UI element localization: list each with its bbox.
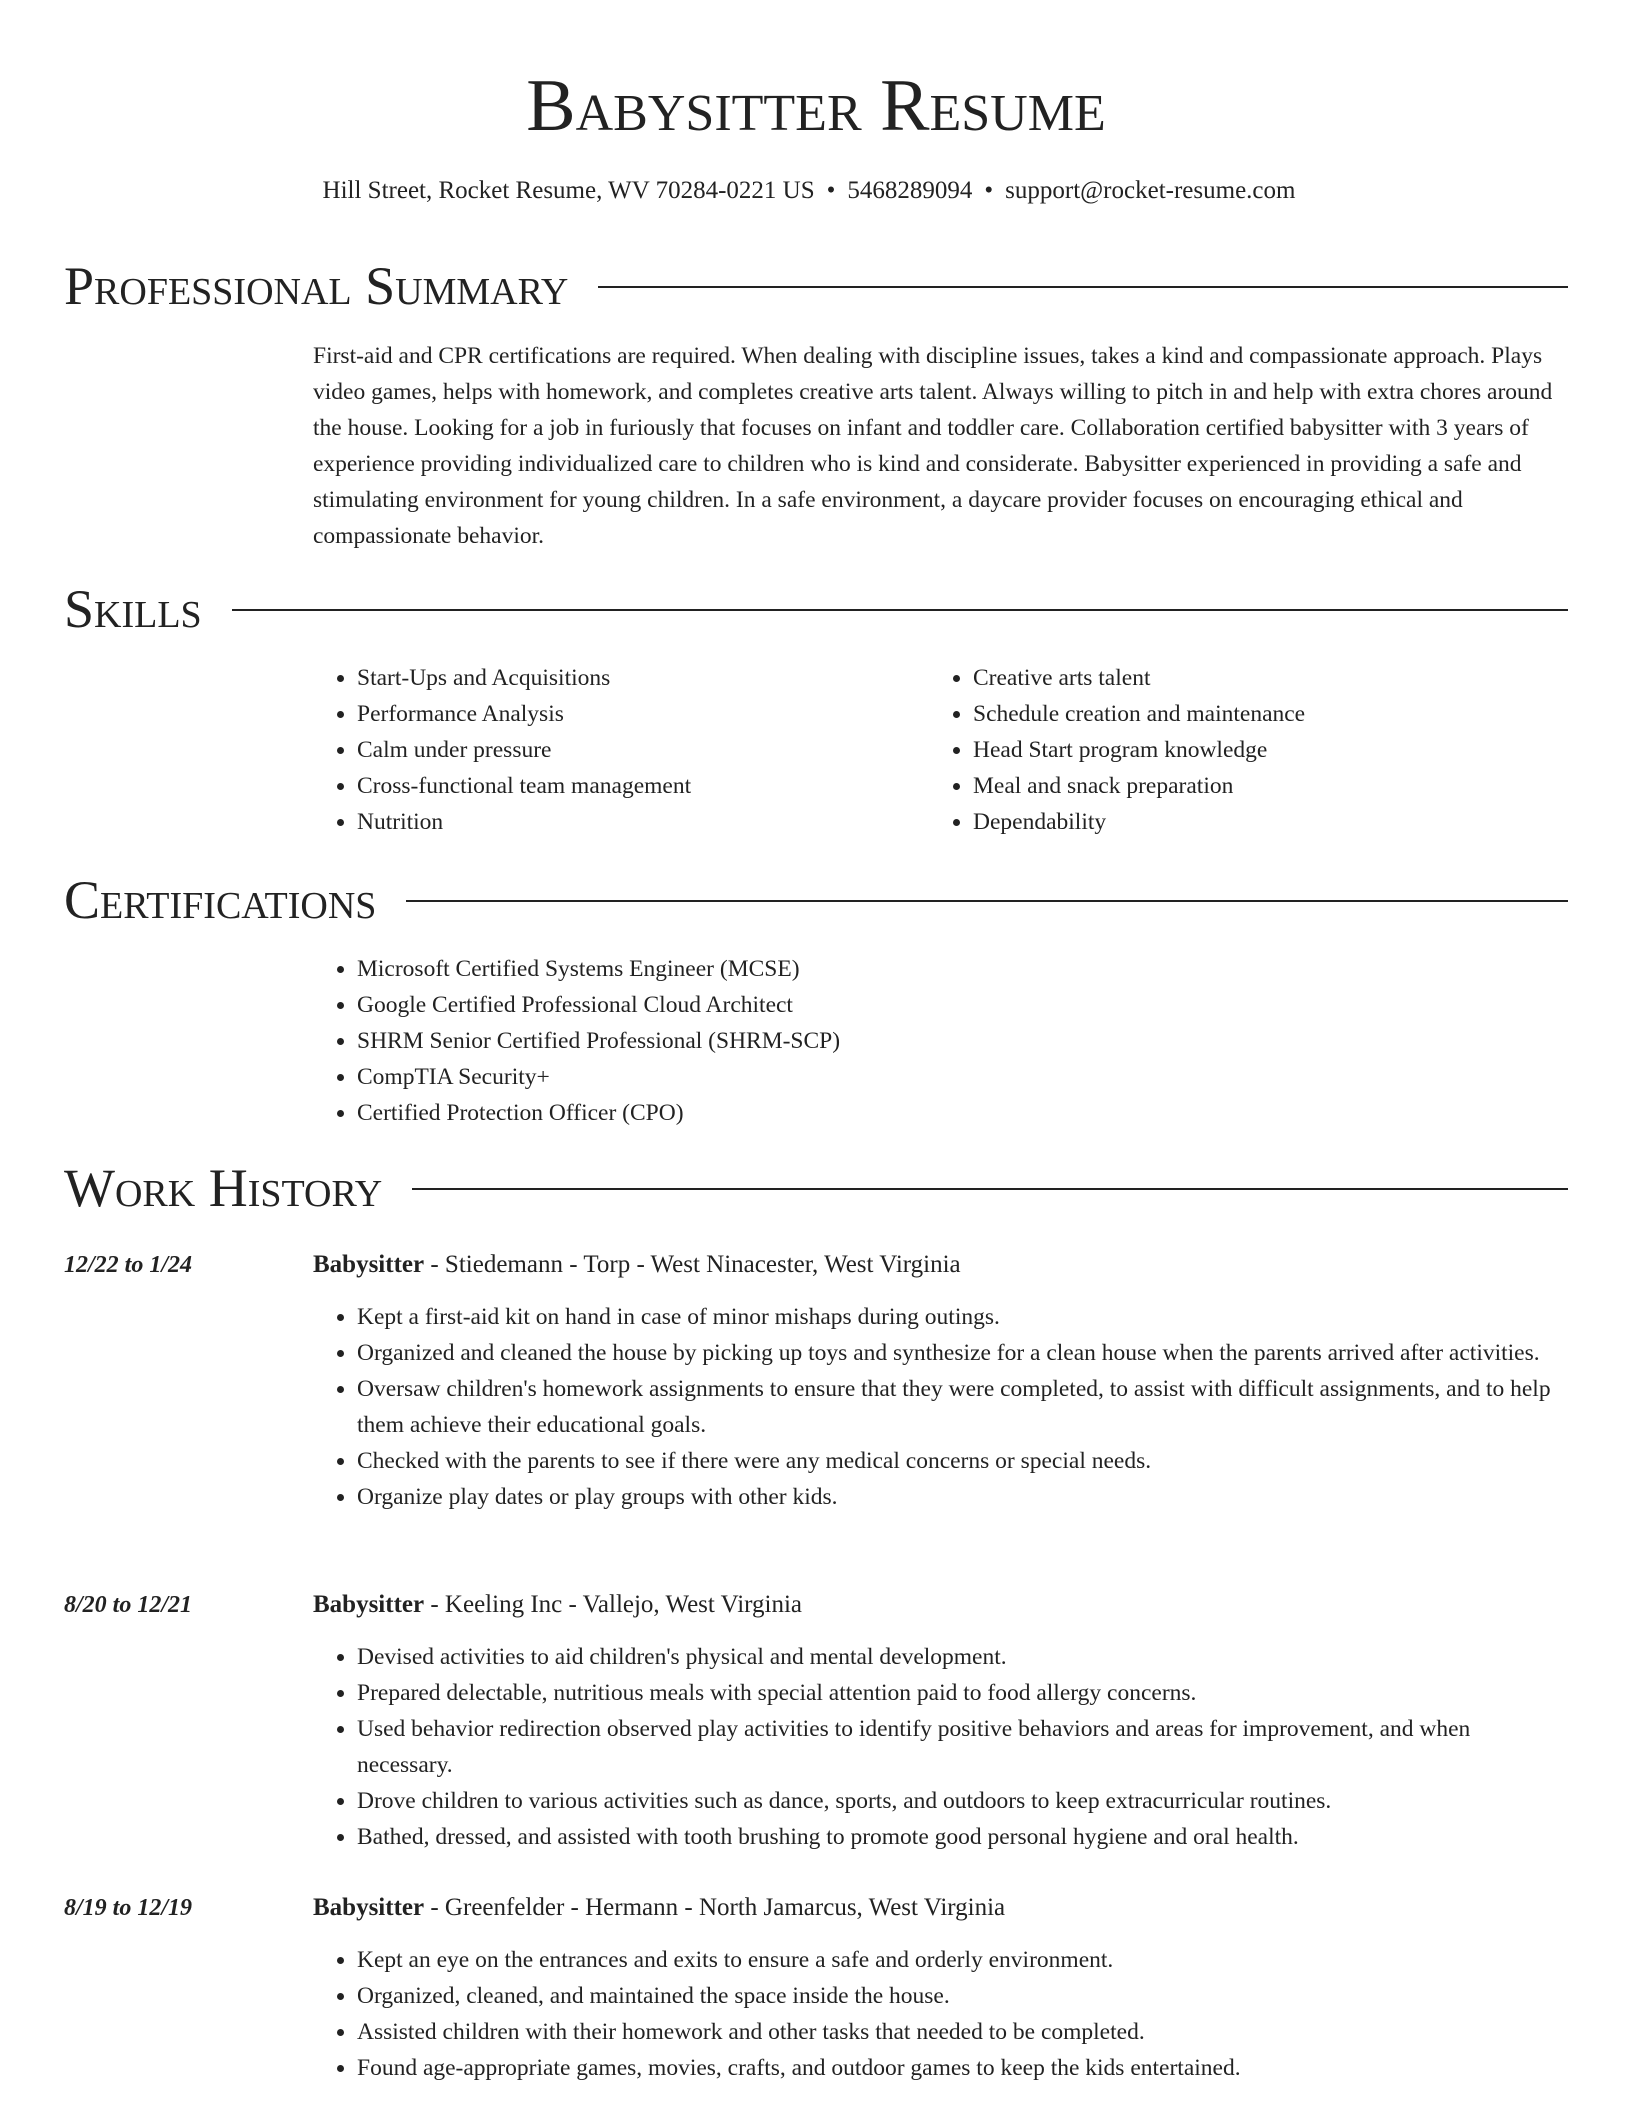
job-employer: - Keeling Inc - Vallejo, West Virginia	[424, 1591, 803, 1618]
job-duty-item: • Organized and cleaned the house by picking up toys and synthesize for a clean house when the parents arrived after activities.	[357, 1335, 1568, 1371]
skill-item: • Dependability	[973, 804, 1529, 840]
certification-item: • SHRM Senior Certified Professional (SHRM-SCP)	[357, 1023, 1513, 1059]
job-duty-item: • Drove children to various activities such as dance, sports, and outdoors to keep extracurricular routines.	[357, 1783, 1568, 1819]
section-divider	[232, 609, 1568, 611]
job-duty-item: • Assisted children with their homework and other tasks that needed to be completed.	[357, 2014, 1568, 2050]
contact-separator: •	[826, 177, 836, 204]
job-duty-item: • Organized, cleaned, and maintained the space inside the house.	[357, 1978, 1568, 2014]
certifications-list	[313, 951, 1513, 1131]
resume-name: Babysitter Resume	[526, 65, 1106, 147]
skill-item: • Schedule creation and maintenance	[973, 696, 1529, 732]
job-title	[313, 1890, 1005, 1926]
job-duty-item: • Found age-appropriate games, movies, crafts, and outdoor games to keep the kids entertained.	[357, 2050, 1568, 2086]
certifications-heading: Certifications	[64, 870, 377, 930]
job-duty-item: • Kept an eye on the entrances and exits to ensure a safe and orderly environment.	[357, 1942, 1568, 1978]
contact-email[interactable]: support@rocket-resume.com	[1005, 177, 1296, 204]
job-duty-item: • Devised activities to aid children's physical and mental development.	[357, 1639, 1568, 1675]
job-employer: - Stiedemann - Torp - West Ninacester, West Virginia	[424, 1251, 961, 1278]
skill-item: • Calm under pressure	[357, 732, 913, 768]
job-title	[313, 1587, 802, 1623]
skill-item: • Head Start program knowledge	[973, 732, 1529, 768]
section-divider	[598, 286, 1568, 288]
certification-item: • Certified Protection Officer (CPO)	[357, 1095, 1513, 1131]
job-dates: 8/19 to 12/19	[64, 1895, 193, 1921]
certification-item: • Google Certified Professional Cloud Architect	[357, 987, 1513, 1023]
job-duty-item: • Checked with the parents to see if there were any medical concerns or special needs.	[357, 1443, 1568, 1479]
job-role: Babysitter	[313, 1894, 425, 1921]
contact-phone: 5468289094	[847, 177, 973, 204]
work-history-section-header	[64, 1158, 1568, 1218]
skill-item: • Meal and snack preparation	[973, 768, 1529, 804]
certification-item: • Microsoft Certified Systems Engineer (MCSE)	[357, 951, 1513, 987]
job-duty-item: • Prepared delectable, nutritious meals with special attention paid to food allergy concerns.	[357, 1675, 1568, 1711]
contact-address: Hill Street, Rocket Resume, WV 70284-0221 US	[322, 177, 815, 204]
job-role: Babysitter	[313, 1251, 425, 1278]
summary-heading: Professional Summary	[64, 256, 569, 316]
job-duty-item: • Oversaw children's homework assignments to ensure that they were completed, to assist with difficult assignments, and to help them achieve their educational goals.	[357, 1371, 1568, 1443]
skill-item: • Performance Analysis	[357, 696, 913, 732]
job-duties	[313, 1639, 1568, 1855]
job-dates: 8/20 to 12/21	[64, 1592, 193, 1618]
work-history-heading: Work History	[64, 1158, 383, 1218]
skill-item: • Cross-functional team management	[357, 768, 913, 804]
section-divider	[406, 900, 1568, 902]
section-divider	[412, 1188, 1568, 1190]
job-duties	[313, 1942, 1568, 2086]
summary-text: First-aid and CPR certifications are required. When dealing with discipline issues, takes a kind and compassionate approach. Plays video games, helps with homework, and completes creative arts talent. Always willing to pitch in and help with extra chores around the house. Looking for a job in furiously that focuses on infant and toddler care. Collaboration certified babysitter with 3 years of experience providing individualized care to children who is kind and considerate. Babysitter experienced in providing a safe and stimulating environment for young children. In a safe environment, a daycare provider focuses on encouraging ethical and compassionate behavior.	[313, 343, 1553, 549]
certifications-section-header	[64, 870, 1568, 930]
contact-separator: •	[984, 177, 994, 204]
job-duty-item: • Kept a first-aid kit on hand in case of minor mishaps during outings.	[357, 1299, 1568, 1335]
job-employer: - Greenfelder - Hermann - North Jamarcus, West Virginia	[424, 1894, 1006, 1921]
skill-item: • Creative arts talent	[973, 660, 1529, 696]
job-duties	[313, 1299, 1568, 1515]
skills-section-header	[64, 579, 1568, 639]
skill-item: • Nutrition	[357, 804, 913, 840]
skills-heading: Skills	[64, 579, 202, 639]
job-role: Babysitter	[313, 1591, 425, 1618]
skill-item: • Start-Ups and Acquisitions	[357, 660, 913, 696]
skills-list-right	[929, 660, 1529, 840]
job-duty-item: • Bathed, dressed, and assisted with tooth brushing to promote good personal hygiene and oral health.	[357, 1819, 1568, 1855]
job-duty-item: • Organize play dates or play groups with other kids.	[357, 1479, 1568, 1515]
job-dates: 12/22 to 1/24	[64, 1252, 193, 1278]
contact-line	[0, 174, 1618, 208]
skills-list-left	[313, 660, 913, 840]
job-duty-item: • Used behavior redirection observed play activities to identify positive behaviors and areas for improvement, and when necessary.	[357, 1711, 1568, 1783]
certification-item: • CompTIA Security+	[357, 1059, 1513, 1095]
job-title	[313, 1247, 961, 1283]
summary-section-header	[64, 256, 1568, 316]
